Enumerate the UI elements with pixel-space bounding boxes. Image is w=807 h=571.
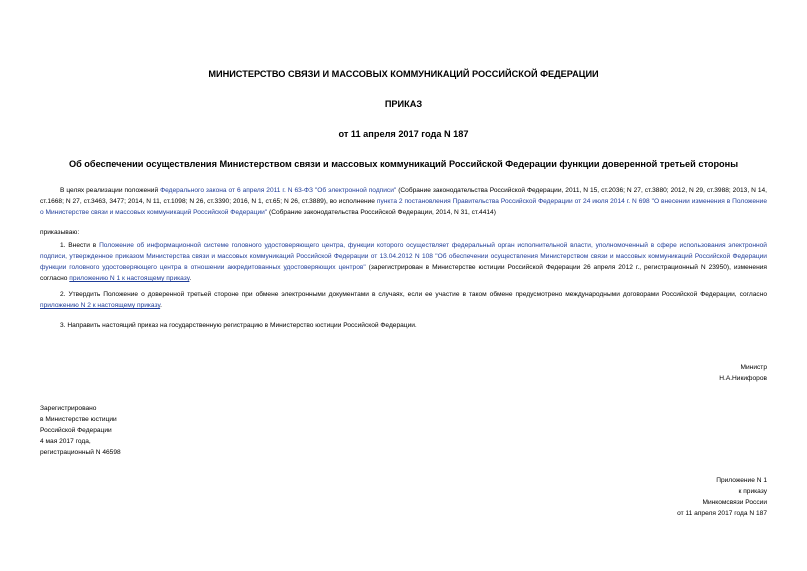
appendix-heading (677, 475, 767, 519)
item-2-text-2: . (160, 302, 162, 309)
registration-line: регистрационный N 46598 (40, 449, 121, 456)
appendix-line: Минкомсвязи России (702, 499, 767, 506)
regulation-link[interactable]: Положение об информационной системе головного удостоверяющего центра, функции которого осуществляет федеральный орган исполнительной власти, уполномоченный в сфере использования электронной подписи, утвержденное приказом Министерства связи и массовых коммуникаций Российской Федерации от 13.04.2012 N 108 "Об обеспечении осуществления Министерством связи и массовых коммуникаций Российской Федерации функции головного удостоверяющего центра в отношении аккредитованных удостоверяющих центров" (40, 242, 767, 271)
government-decree-link[interactable]: пункта 2 постановления Правительства Российской Федерации от 24 июля 2014 г. N 698 "О внесении изменения в Положение о Министерстве связи и массовых коммуникаций Российской Федерации" (40, 198, 768, 216)
registration-line: Зарегистрировано (40, 405, 97, 412)
ordered-label: приказываю: (40, 229, 80, 236)
preamble-text-1: В целях реализации положений (60, 187, 161, 194)
appendix-1-link[interactable]: приложению N 1 к настоящему приказу (69, 275, 190, 282)
appendix-line: Приложение N 1 (716, 477, 767, 484)
item-1-text-2: (зарегистрирован в Министерстве юстиции Российской Федерации 26 апреля 2012 г., регистрационный N 23950), изменения согласно (40, 264, 767, 282)
document-date: от 11 апреля 2017 года N 187 (338, 129, 469, 139)
item-1-text-1: 1. Внести в (60, 242, 100, 249)
ministry-heading: МИНИСТЕРСТВО СВЯЗИ И МАССОВЫХ КОММУНИКАЦИЙ РОССИЙСКОЙ ФЕДЕРАЦИИ (208, 69, 599, 79)
document-title: Об обеспечении осуществления Министерством связи и массовых коммуникаций Российской Федерации функции доверенной третьей стороны (68, 159, 739, 169)
item-2-text-1: 2. Утвердить Положение о доверенной третьей стороне при обмене электронными документами в случаях, если ее участие в таком обмене предусмотрено международными договорами Российской Федерации, согласно (60, 291, 767, 298)
item-1-text-3: . (189, 275, 192, 282)
signature-name: Н.А.Никифоров (719, 375, 767, 382)
registration-line: 4 мая 2017 года, (40, 438, 91, 445)
federal-law-link[interactable]: Федерального закона от 6 апреля 2011 г. N 63-ФЗ "Об электронной подписи" (160, 187, 397, 194)
item-2-paragraph (40, 289, 767, 311)
preamble-text-2: (Собрание законодательства Российской Федерации, 2011, N 15, ст.2036; N 27, ст.3880; 2012, N 29, ст.3988; 2013, N 14, ст.1668; N 27, ст.3463, 3477; 2014, N 11, ст.1098; N 26, ст.3390; 2016, N 1, ст.65; N 26, ст.3889), во исполнение (40, 187, 767, 205)
appendix-line: от 11 апреля 2017 года N 187 (677, 510, 767, 517)
preamble-text-3: (Собрание законодательства Российской Федерации, 2014, N 31, ст.4414) (267, 209, 496, 216)
appendix-line: к приказу (738, 488, 767, 495)
item-3-paragraph (40, 320, 767, 331)
preamble-paragraph (40, 185, 767, 218)
appendix-2-link[interactable]: приложению N 2 к настоящему приказу (40, 302, 161, 309)
registration-block (40, 403, 121, 458)
signature-position: Министр (740, 364, 767, 371)
signature-block (719, 362, 767, 384)
item-1-paragraph (40, 240, 767, 284)
item-3-text: 3. Направить настоящий приказ на государственную регистрацию в Министерство юстиции Российской Федерации. (60, 322, 417, 329)
document-type: ПРИКАЗ (384, 99, 423, 109)
registration-line: в Министерстве юстиции (40, 416, 117, 423)
registration-line: Российской Федерации (40, 427, 112, 434)
